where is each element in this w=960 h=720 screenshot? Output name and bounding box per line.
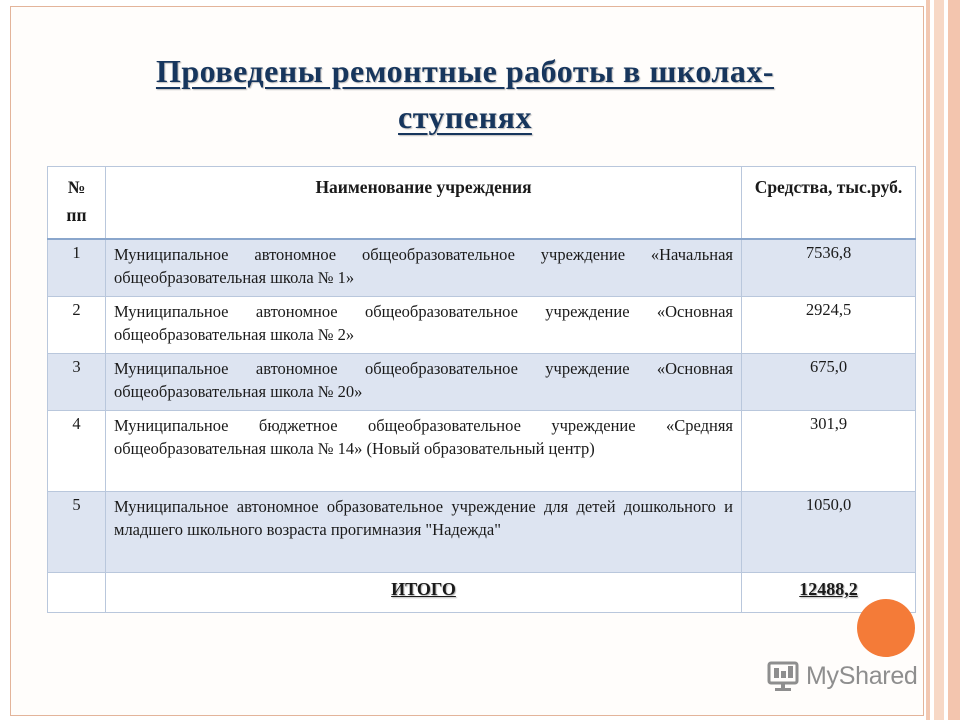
presentation-board-icon (766, 659, 800, 693)
watermark-brand: MyShared (806, 661, 918, 690)
table-total-row (48, 573, 916, 613)
row-value: 7536,8 (742, 239, 916, 297)
row-num: 5 (48, 492, 106, 573)
table-header-row (48, 167, 916, 240)
table-row (48, 411, 916, 492)
decor-stripe (926, 0, 930, 720)
row-name: Муниципальное автономное образовательное учреждение для детей дошкольного и младшего школьного возраста прогимназия "Надежда" (106, 492, 742, 573)
row-num: 4 (48, 411, 106, 492)
total-value: 12488,2 (742, 573, 916, 613)
row-value: 301,9 (742, 411, 916, 492)
row-num: 1 (48, 239, 106, 297)
table-row (48, 492, 916, 573)
decor-stripe (948, 0, 960, 720)
row-num: 3 (48, 354, 106, 411)
total-label: ИТОГО (106, 573, 742, 613)
header-num: № пп (48, 167, 106, 240)
slide-title (20, 48, 910, 140)
slide-title-line2: ступенях (398, 99, 532, 135)
decor-circle (857, 599, 915, 657)
slide-title-line1: Проведены ремонтные работы в школах- (155, 53, 775, 89)
total-empty-cell (48, 573, 106, 613)
decor-stripe (934, 0, 944, 720)
row-num: 2 (48, 297, 106, 354)
row-name: Муниципальное автономное общеобразовательное учреждение «Начальная общеобразовательная школа № 1» (106, 239, 742, 297)
row-name: Муниципальное автономное общеобразовательное учреждение «Основная общеобразовательная школа № 20» (106, 354, 742, 411)
repairs-table (47, 166, 916, 613)
row-name: Муниципальное бюджетное общеобразовательное учреждение «Средняя общеобразовательная школа № 14» (Новый образовательный центр) (106, 411, 742, 492)
table-row (48, 354, 916, 411)
table-row (48, 239, 916, 297)
row-value: 1050,0 (742, 492, 916, 573)
header-value: Средства, тыс.руб. (742, 167, 916, 240)
row-value: 2924,5 (742, 297, 916, 354)
table-row (48, 297, 916, 354)
watermark-logo (766, 656, 918, 696)
row-value: 675,0 (742, 354, 916, 411)
row-name: Муниципальное автономное общеобразовательное учреждение «Основная общеобразовательная школа № 2» (106, 297, 742, 354)
header-name: Наименование учреждения (106, 167, 742, 240)
